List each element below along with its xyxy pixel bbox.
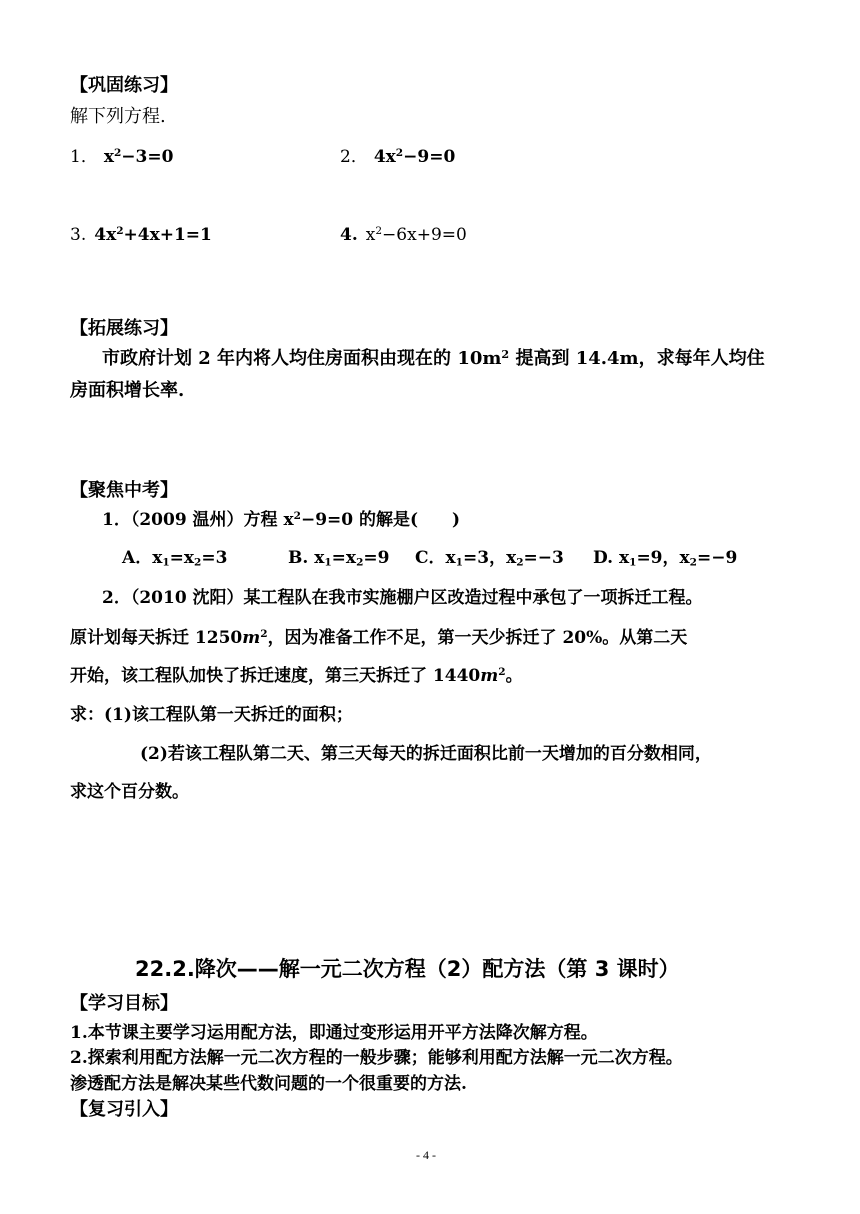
consolidate-heading: 【巩固练习】 [70,75,178,96]
problem-1: 1． $x^2-3=0$ [70,147,174,167]
page-number: - 4 - [416,1148,436,1162]
option-d: D. $x_1=9$，$x_2=-9$ [593,548,738,569]
learning-goal-2-continued: 渗透配方法是解决某些代数问题的一个很重要的方法. [70,1074,467,1094]
extension-heading: 【拓展练习】 [70,318,178,339]
exam-question-2-line-1: 2．（2010 沈阳）某工程队在我市实施棚户区改造过程中承包了一项拆迁工程。 [102,588,703,608]
learning-goal-1: 1.本节课主要学习运用配方法，即通过变形运用开平方法降次解方程。 [70,1023,598,1043]
section-title: 22.2.降次——解一元二次方程（2）配方法（第 3 课时） [135,957,680,981]
exam-heading: 【聚焦中考】 [70,480,178,501]
problem-3: 3. $4x^2+4x+1=1$ [70,225,212,245]
extension-line-1: 市政府计划 2 年内将人均住房面积由现在的 $10m^2$ 提高到 14.4m，求每年人均住 [102,347,765,369]
learning-goal-2: 2.探索利用配方法解一元二次方程的一般步骤；能够利用配方法解一元二次方程。 [70,1048,683,1068]
option-b: B. $x_1=x_2=9$ [288,548,390,569]
exam-question-2-line-2: 原计划每天拆迁 $1250m^2$，因为准备工作不足，第一天少拆迁了 20%。从第二天 [70,628,688,648]
extension-line-2: 房面积增长率. [70,380,185,401]
problem-4: 4. $x^2-6x+9=0$ [340,225,467,245]
review-heading: 【复习引入】 [70,1099,178,1120]
exam-question-2-line-6: 求这个百分数。 [70,782,189,802]
exam-question-2-line-4: 求：(1)该工程队第一天拆迁的面积； [70,705,353,725]
option-a: A．$x_1=x_2=3$ [122,548,228,569]
consolidate-instruction: 解下列方程. [70,106,166,127]
exam-question-2-line-3: 开始，该工程队加快了拆迁速度，第三天拆迁了 $1440m^2$。 [70,666,523,686]
exam-question-2-line-5: (2)若该工程队第二天、第三天每天的拆迁面积比前一天增加的百分数相同， [140,744,712,764]
exam-question-1: 1．（2009 温州）方程 $x^2-9=0$ 的解是( ) [102,510,461,530]
learning-goals-heading: 【学习目标】 [70,993,178,1014]
problem-2: 2． $4x^2-9=0$ [340,147,456,167]
option-c: C．$x_1=3$，$x_2=-3$ [415,548,564,569]
